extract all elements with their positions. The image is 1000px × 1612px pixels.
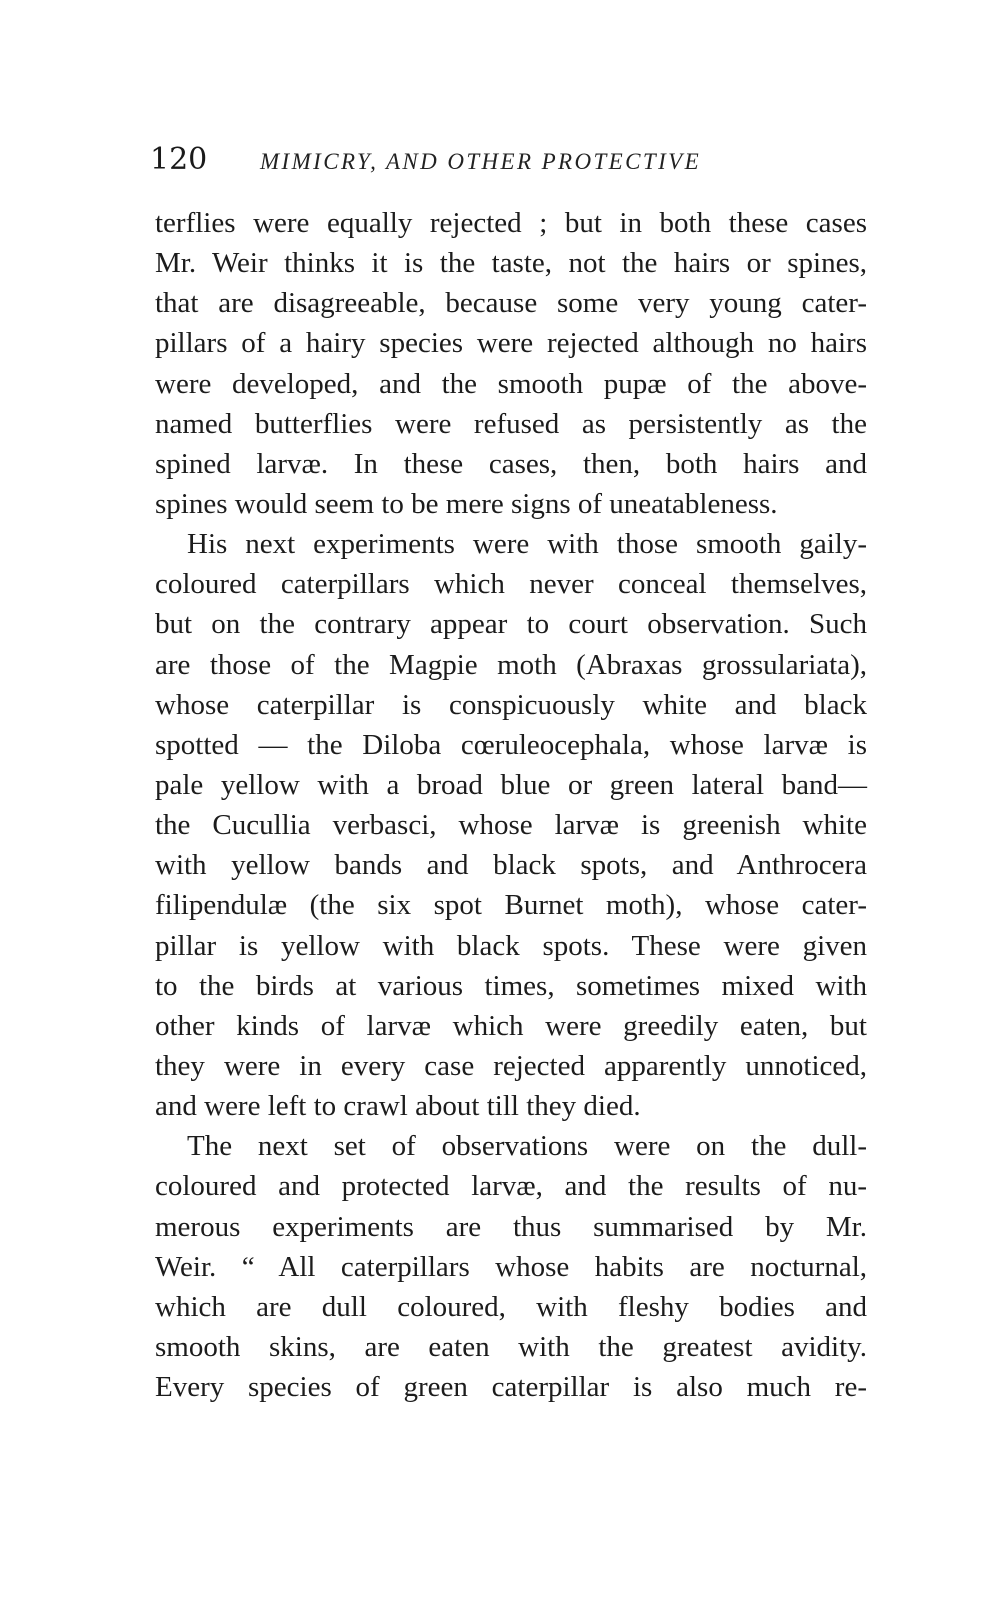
text-line: spotted — the Diloba cœruleocephala, whose larvæ is bbox=[155, 728, 867, 761]
text-line: pillars of a hairy species were rejected although no hairs bbox=[155, 327, 867, 360]
text-line: whose caterpillar is conspicuously white and black bbox=[155, 688, 867, 721]
text-line: with yellow bands and black spots, and Anthrocera bbox=[155, 849, 867, 882]
text-line: which are dull coloured, with fleshy bodies and bbox=[155, 1290, 867, 1323]
text-line: Mr. Weir thinks it is the taste, not the hairs or spines, bbox=[155, 247, 867, 280]
running-title: MIMICRY, AND OTHER PROTECTIVE bbox=[260, 149, 702, 174]
page-number: 120 bbox=[150, 142, 208, 177]
text-line: other kinds of larvæ which were greedily eaten, but bbox=[155, 1009, 867, 1042]
text-line: are those of the Magpie moth (Abraxas grossulariata), bbox=[155, 648, 867, 681]
text-line: but on the contrary appear to court observation. Such bbox=[155, 608, 867, 641]
text-line: that are disagreeable, because some very young cater- bbox=[155, 287, 867, 320]
text-line: spined larvæ. In these cases, then, both hairs and bbox=[155, 447, 867, 480]
running-head bbox=[150, 140, 880, 184]
text-line: spines would seem to be mere signs of uneatableness. bbox=[155, 487, 778, 520]
body-text bbox=[155, 203, 867, 1407]
text-line: pale yellow with a broad blue or green lateral band— bbox=[155, 768, 867, 801]
text-line: His next experiments were with those smooth gaily- bbox=[187, 528, 867, 561]
text-line: to the birds at various times, sometimes mixed with bbox=[155, 969, 867, 1002]
text-line: named butterflies were refused as persistently as the bbox=[155, 407, 867, 440]
text-line: filipendulæ (the six spot Burnet moth), whose cater- bbox=[155, 889, 867, 922]
text-line: Weir. “ All caterpillars whose habits are nocturnal, bbox=[155, 1250, 867, 1283]
text-line: terflies were equally rejected ; but in both these cases bbox=[155, 207, 867, 239]
text-line: merous experiments are thus summarised by Mr. bbox=[155, 1210, 867, 1243]
text-line: coloured and protected larvæ, and the results of nu- bbox=[155, 1170, 867, 1203]
text-line: the Cucullia verbasci, whose larvæ is greenish white bbox=[155, 809, 867, 842]
text-line: were developed, and the smooth pupæ of the above- bbox=[155, 367, 867, 400]
text-line: coloured caterpillars which never conceal themselves, bbox=[155, 568, 867, 601]
text-line: pillar is yellow with black spots. These were given bbox=[155, 929, 867, 962]
text-line: and were left to crawl about till they died. bbox=[155, 1090, 641, 1123]
text-line: The next set of observations were on the dull- bbox=[187, 1130, 867, 1163]
text-line: smooth skins, are eaten with the greatest avidity. bbox=[155, 1330, 867, 1363]
text-line: they were in every case rejected apparently unnoticed, bbox=[155, 1049, 867, 1082]
text-line: Every species of green caterpillar is also much re- bbox=[155, 1371, 867, 1404]
